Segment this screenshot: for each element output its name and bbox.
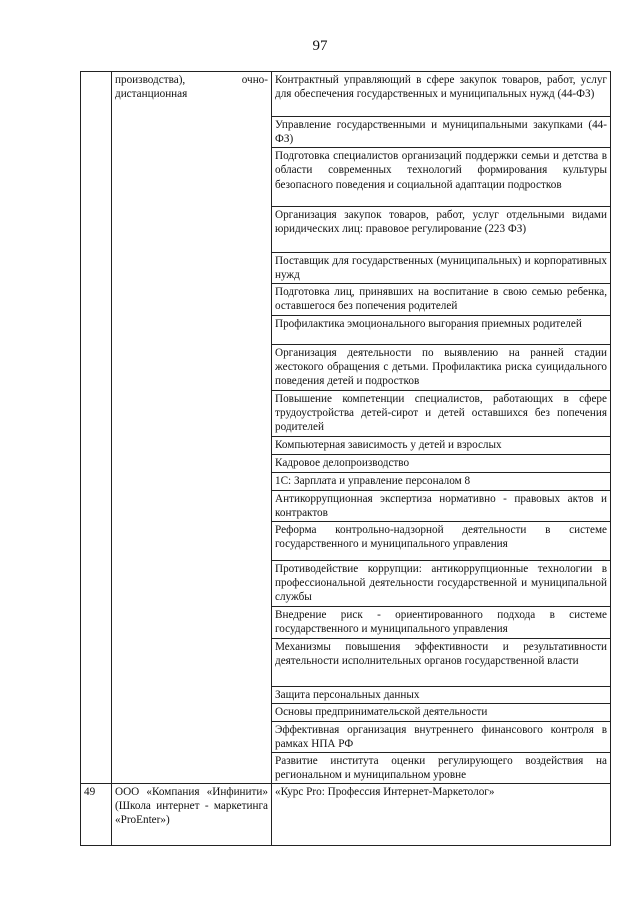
course-cell: Подготовка лиц, принявших на воспитание в свою семью ребенка, оставшегося без попечения родителей xyxy=(272,283,611,315)
course-cell: Повышение компетенции специалистов, работающих в сфере трудоустройства детей-сирот и детей оставшихся без попечения родителей xyxy=(272,390,611,436)
course-cell: Управление государственными и муниципальными закупками (44-ФЗ) xyxy=(272,117,611,148)
course-cell: Основы предпринимательской деятельности xyxy=(272,703,611,721)
course-cell: Кадровое делопроизводство xyxy=(272,454,611,472)
course-cell: Организация деятельности по выявлению на ранней стадии жестокого обращения с детьми. Профилактика риска суицидального поведения детей и подростков xyxy=(272,344,611,390)
organization-cell: производства), очно-дистанционная xyxy=(112,72,272,784)
organization-cell: ООО «Компания «Инфинити» (Школа интернет - маркетинга «ProEnter») xyxy=(112,783,272,845)
course-cell: «Курс Pro: Профессия Интернет-Маркетолог» xyxy=(272,783,611,845)
course-cell: Контрактный управляющий в сфере закупок товаров, работ, услуг для обеспечения государственных и муниципальных нужд (44-ФЗ) xyxy=(272,72,611,117)
course-cell: Развитие института оценки регулирующего воздействия на региональном и муниципальном уровне xyxy=(272,752,611,783)
course-cell: Подготовка специалистов организаций поддержки семьи и детства в области современных технологий формирования культуры безопасного поведения и социальной адаптации подростков xyxy=(272,147,611,206)
row-number-cell: 49 xyxy=(81,783,112,845)
course-cell: Профилактика эмоционального выгорания приемных родителей xyxy=(272,315,611,344)
course-cell: Эффективная организация внутреннего финансового контроля в рамках НПА РФ xyxy=(272,721,611,752)
course-cell: Поставщик для государственных (муниципальных) и корпоративных нужд xyxy=(272,252,611,283)
course-cell: Внедрение риск - ориентированного подхода в системе государственного и муниципального управления xyxy=(272,606,611,638)
course-cell: Защита персональных данных xyxy=(272,686,611,703)
course-cell: 1С: Зарплата и управление персоналом 8 xyxy=(272,472,611,490)
page-number: 97 xyxy=(312,38,328,54)
row-number-cell xyxy=(81,72,112,784)
course-cell: Компьютерная зависимость у детей и взрослых xyxy=(272,436,611,454)
programs-table xyxy=(80,71,611,846)
course-cell: Антикоррупционная экспертиза нормативно - правовых актов и контрактов xyxy=(272,490,611,521)
course-cell: Противодействие коррупции: антикоррупционные технологии в профессиональной деятельности государственной и муниципальной службы xyxy=(272,560,611,606)
course-cell: Механизмы повышения эффективности и результативности деятельности исполнительных органов государственной власти xyxy=(272,638,611,686)
course-cell: Организация закупок товаров, работ, услуг отдельными видами юридических лиц: правовое регулирование (223 ФЗ) xyxy=(272,206,611,252)
course-cell: Реформа контрольно-надзорной деятельности в системе государственного и муниципального управления xyxy=(272,521,611,560)
